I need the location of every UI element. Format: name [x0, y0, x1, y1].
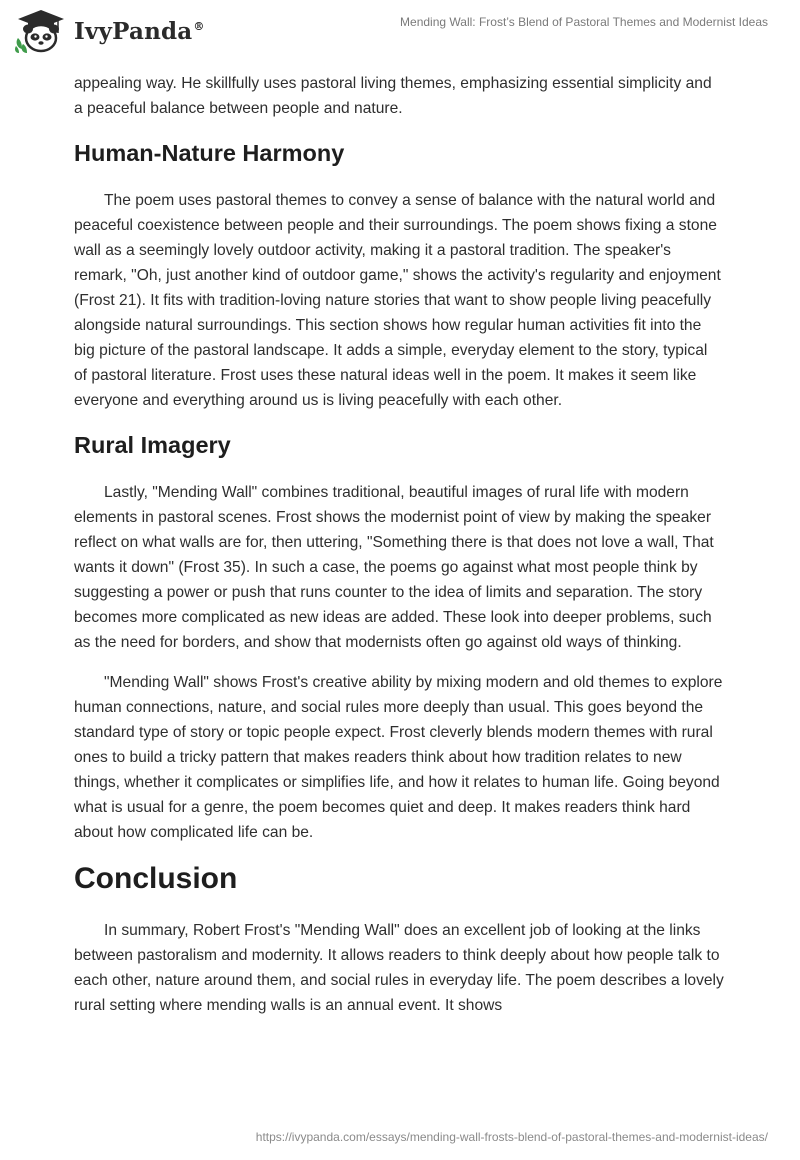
- section-heading-conclusion: Conclusion: [74, 862, 238, 895]
- registered-mark: ®: [193, 19, 205, 33]
- paragraph-rural-imagery-1: Lastly, "Mending Wall" combines traditional, beautiful images of rural life with modern elements in pastoral scenes. Frost shows the modernist point of view by making the speaker reflect on what walls are for, then uttering, "Something there is that does not love a wall, That wants it down" (Frost 35). In such a case, the poems go against what most people think by suggesting a power or push that runs counter to the idea of limits and separation. The story becomes more complicated as new ideas are added. These look into deeper problems, such as the need for borders, and show that modernists often go against old ways of thinking.: [74, 484, 714, 651]
- brand-name-text: IvyPanda: [74, 17, 193, 45]
- source-url[interactable]: https://ivypanda.com/essays/mending-wall-frosts-blend-of-pastoral-themes-and-modernist-ideas/: [255, 1130, 768, 1144]
- paragraph-conclusion: In summary, Robert Frost's "Mending Wall" does an excellent job of looking at the links between pastoralism and modernity. It allows readers to think deeply about how people talk to each other, nature around them, and social rules in everyday life. The poem describes a lovely rural setting where mending walls is an annual event. It shows: [74, 922, 724, 1014]
- section-heading-human-nature-harmony: Human-Nature Harmony: [74, 140, 345, 166]
- page-header: [0, 0, 800, 60]
- panda-graduate-icon: [14, 8, 68, 54]
- intro-continuation-paragraph: appealing way. He skillfully uses pastoral living themes, emphasizing essential simplicity and a peaceful balance between people and nature.: [74, 75, 712, 117]
- paragraph-rural-imagery-2: "Mending Wall" shows Frost's creative ability by mixing modern and old themes to explore human connections, nature, and social rules more deeply than usual. This goes beyond the standard type of story or topic people expect. Frost cleverly blends modern themes with rural ones to build a tricky pattern that makes readers think about how tradition relates to new things, whether it complicates or simplifies life, and how it relates to human life. Going beyond what is usual for a genre, the poem becomes quiet and deep. It makes readers think hard about how complicated life can be.: [74, 674, 723, 841]
- essay-body: [74, 71, 724, 1018]
- document-title: Mending Wall: Frost’s Blend of Pastoral Themes and Modernist Ideas: [400, 15, 768, 29]
- section-heading-rural-imagery: Rural Imagery: [74, 432, 231, 458]
- ivypanda-logo[interactable]: [14, 8, 205, 54]
- brand-name: [74, 18, 205, 45]
- paragraph-human-nature-harmony: The poem uses pastoral themes to convey a sense of balance with the natural world and peaceful coexistence between people and their surroundings. The poem shows fixing a stone wall as a seemingly lovely outdoor activity, making it a pastoral tradition. The speaker's remark, "Oh, just another kind of outdoor game," shows the activity's regularity and enjoyment (Frost 21). It fits with tradition-loving nature stories that want to show people living peacefully alongside natural surroundings. This section shows how regular human activities fit into the big picture of the pastoral landscape. It adds a simple, everyday element to the story, typical of pastoral literature. Frost uses these natural ideas well in the poem. It makes it seem like everyone and everything around us is living peacefully with each other.: [74, 192, 721, 409]
